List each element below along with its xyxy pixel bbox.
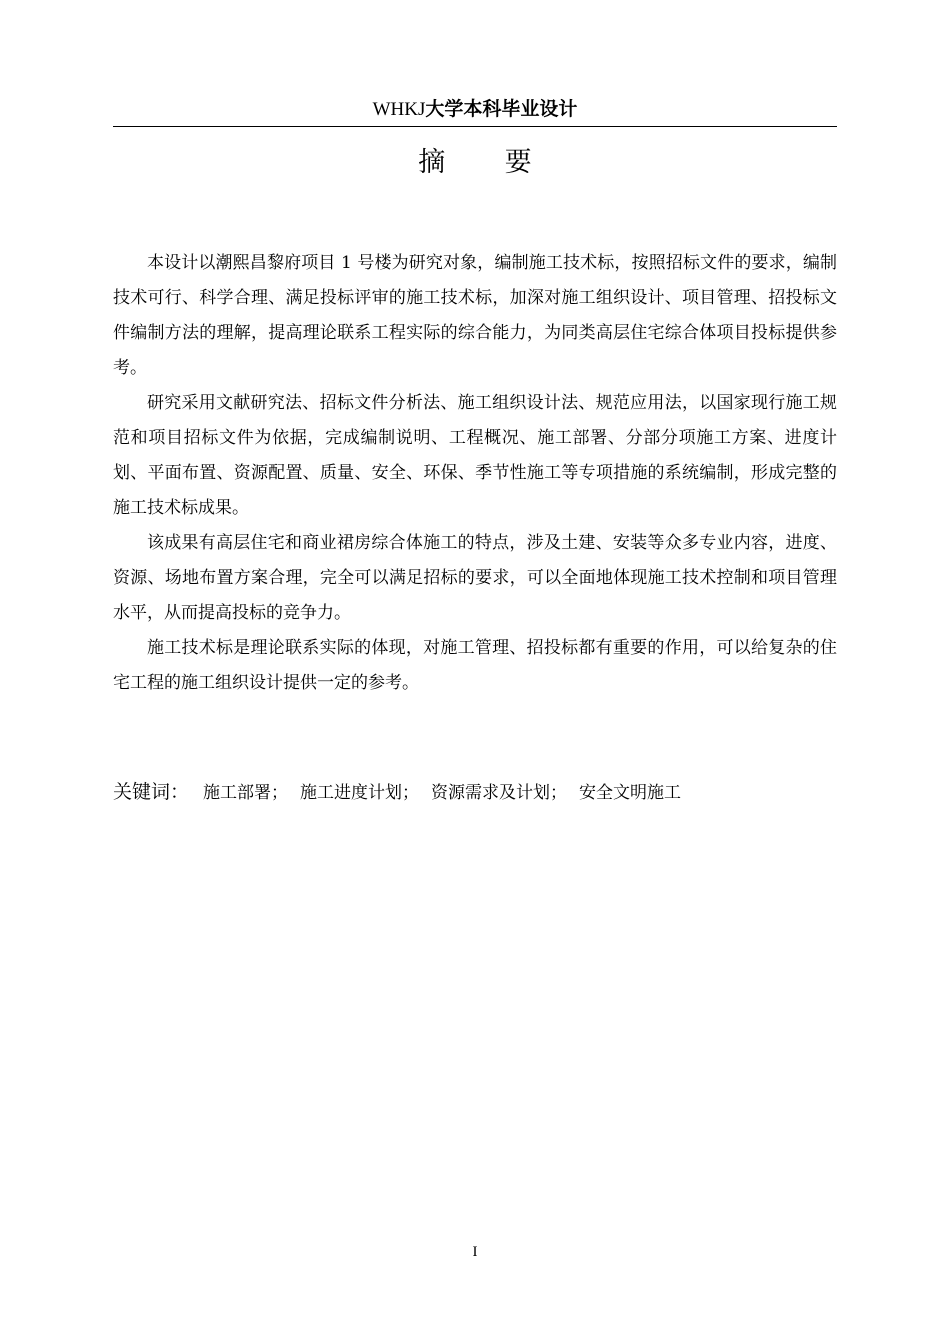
keyword-item: 资源需求及计划； [431,783,568,803]
keyword-item: 施工进度计划； [300,783,420,803]
header-institution-code: WHKJ [372,99,426,120]
abstract-paragraph: 本设计以潮熙昌黎府项目 1 号楼为研究对象，编制施工技术标，按照招标文件的要求，编制技术可行、科学合理、满足投标评审的施工技术标，加深对施工组织设计、项目管理、招投标文件编制方法的理解，提高理论联系工程实际的综合能力，为同类高层住宅综合体项目投标提供参考。 [113,253,837,378]
abstract-heading: 摘要 [418,147,592,178]
abstract-body [113,246,837,701]
keywords-label: 关键词： [113,781,190,803]
page-header [113,96,837,123]
abstract-paragraph: 该成果有高层住宅和商业裙房综合体施工的特点，涉及土建、安装等众多专业内容，进度、资源、场地布置方案合理，完全可以满足招标的要求，可以全面地体现施工技术控制和项目管理水平，从而提高投标的竞争力。 [113,533,837,623]
page-number: I [472,1244,478,1260]
keywords-line [113,776,837,809]
header-divider [113,126,837,127]
abstract-paragraph: 研究采用文献研究法、招标文件分析法、施工组织设计法、规范应用法，以国家现行施工规范和项目招标文件为依据，完成编制说明、工程概况、施工部署、分部分项施工方案、进度计划、平面布置、资源配置、质量、安全、环保、季节性施工等专项措施的系统编制，形成完整的施工技术标成果。 [113,393,837,518]
abstract-paragraph: 施工技术标是理论联系实际的体现，对施工管理、招投标都有重要的作用，可以给复杂的住宅工程的施工组织设计提供一定的参考。 [113,638,837,693]
header-title: 大学本科毕业设计 [425,98,578,120]
keyword-item: 安全文明施工 [579,783,682,803]
keyword-item: 施工部署； [203,783,289,803]
